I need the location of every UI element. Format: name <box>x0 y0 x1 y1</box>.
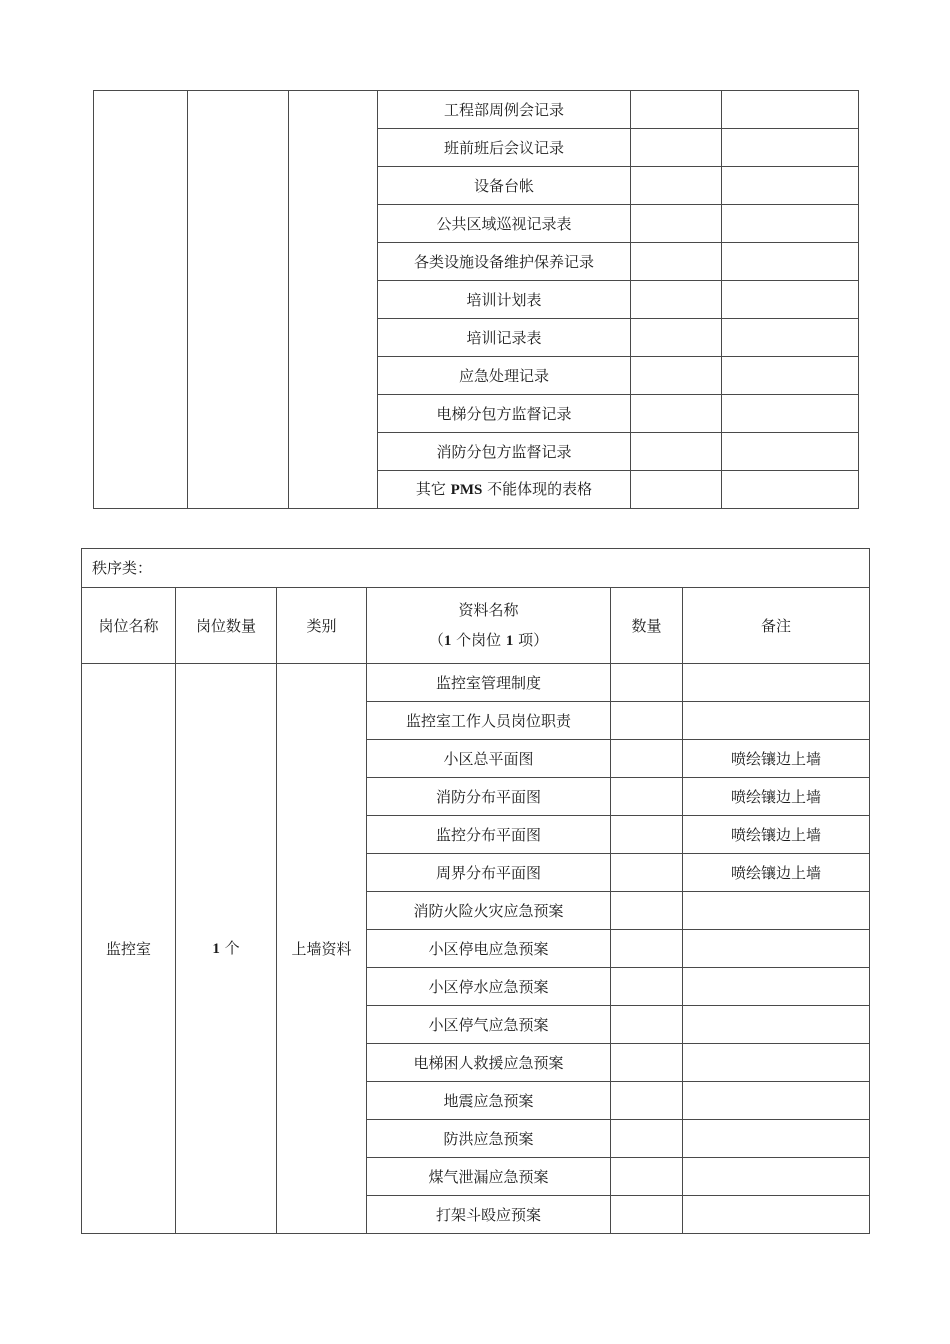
doc-name-cell: 各类设施设备维护保养记录 <box>378 243 631 281</box>
quantity-cell <box>631 243 722 281</box>
doc-name-cell: 小区停电应急预案 <box>367 930 611 968</box>
header-remark: 备注 <box>683 588 870 664</box>
quantity-cell <box>611 930 683 968</box>
remark-cell: 喷绘镶边上墙 <box>683 740 870 778</box>
quantity-cell <box>631 357 722 395</box>
doc-name-cell: 培训计划表 <box>378 281 631 319</box>
remark-cell <box>722 471 859 509</box>
remark-cell <box>722 243 859 281</box>
remark-cell <box>683 1120 870 1158</box>
quantity-cell <box>631 471 722 509</box>
quantity-cell <box>611 778 683 816</box>
header-doc-name-line2: （1 个岗位 1 项） <box>428 631 549 649</box>
remark-cell <box>722 281 859 319</box>
quantity-cell <box>611 1006 683 1044</box>
quantity-cell <box>631 129 722 167</box>
header-row <box>82 588 870 664</box>
remark-cell <box>722 129 859 167</box>
doc-name-cell: 打架斗殴应预案 <box>367 1196 611 1234</box>
category-cell <box>289 91 378 509</box>
remark-cell <box>722 91 859 129</box>
header-quantity: 数量 <box>611 588 683 664</box>
quantity-cell <box>611 664 683 702</box>
quantity-cell <box>611 1082 683 1120</box>
remark-cell <box>683 1044 870 1082</box>
quantity-cell <box>631 91 722 129</box>
doc-name-cell: 防洪应急预案 <box>367 1120 611 1158</box>
remark-cell <box>722 357 859 395</box>
remark-cell <box>683 892 870 930</box>
doc-name-cell: 其它 PMS 不能体现的表格 <box>378 471 631 509</box>
doc-name-cell: 消防分包方监督记录 <box>378 433 631 471</box>
post-name-cell: 监控室 <box>82 664 176 1234</box>
doc-name-cell: 监控室工作人员岗位职责 <box>367 702 611 740</box>
doc-name-cell: 消防火险火灾应急预案 <box>367 892 611 930</box>
remark-cell <box>683 1158 870 1196</box>
doc-name-cell: 设备台帐 <box>378 167 631 205</box>
post-count-cell: 1 个 <box>176 664 277 1234</box>
table-row <box>94 91 859 129</box>
category-cell: 上墙资料 <box>277 664 367 1234</box>
quantity-cell <box>611 1044 683 1082</box>
doc-name-cell: 地震应急预案 <box>367 1082 611 1120</box>
post-name-cell <box>94 91 188 509</box>
remark-cell <box>683 702 870 740</box>
remark-cell <box>722 167 859 205</box>
quantity-cell <box>631 205 722 243</box>
remark-cell <box>683 1006 870 1044</box>
doc-name-cell: 周界分布平面图 <box>367 854 611 892</box>
quantity-cell <box>611 892 683 930</box>
doc-name-cell: 工程部周例会记录 <box>378 91 631 129</box>
remark-cell <box>683 968 870 1006</box>
quantity-cell <box>631 395 722 433</box>
doc-name-cell: 消防分布平面图 <box>367 778 611 816</box>
quantity-cell <box>611 816 683 854</box>
remark-cell <box>683 1082 870 1120</box>
post-count-cell <box>188 91 289 509</box>
doc-name-cell: 班前班后会议记录 <box>378 129 631 167</box>
doc-name-cell: 公共区域巡视记录表 <box>378 205 631 243</box>
remark-cell <box>683 664 870 702</box>
quantity-cell <box>611 702 683 740</box>
remark-cell <box>722 319 859 357</box>
header-doc-name <box>367 588 611 664</box>
table-row <box>82 664 870 702</box>
header-post-name: 岗位名称 <box>82 588 176 664</box>
quantity-cell <box>611 1120 683 1158</box>
remark-cell <box>722 205 859 243</box>
remark-cell <box>683 930 870 968</box>
doc-name-cell: 小区停气应急预案 <box>367 1006 611 1044</box>
section-title: 秩序类： <box>82 549 870 588</box>
section-title-row <box>82 549 870 588</box>
doc-name-cell: 应急处理记录 <box>378 357 631 395</box>
remark-cell: 喷绘镶边上墙 <box>683 816 870 854</box>
remark-cell <box>722 395 859 433</box>
doc-name-cell: 电梯困人救援应急预案 <box>367 1044 611 1082</box>
quantity-cell <box>611 1158 683 1196</box>
header-post-count: 岗位数量 <box>176 588 277 664</box>
doc-name-cell: 小区总平面图 <box>367 740 611 778</box>
header-category: 类别 <box>277 588 367 664</box>
doc-name-cell: 煤气泄漏应急预案 <box>367 1158 611 1196</box>
quantity-cell <box>611 854 683 892</box>
remark-cell <box>683 1196 870 1234</box>
doc-name-cell: 培训记录表 <box>378 319 631 357</box>
header-doc-name-line1: 资料名称 <box>458 601 519 619</box>
quantity-cell <box>611 740 683 778</box>
order-category-table <box>81 548 870 1234</box>
remark-cell: 喷绘镶边上墙 <box>683 778 870 816</box>
quantity-cell <box>631 319 722 357</box>
remark-cell: 喷绘镶边上墙 <box>683 854 870 892</box>
doc-name-cell: 电梯分包方监督记录 <box>378 395 631 433</box>
quantity-cell <box>611 968 683 1006</box>
doc-name-cell: 小区停水应急预案 <box>367 968 611 1006</box>
doc-name-cell: 监控分布平面图 <box>367 816 611 854</box>
quantity-cell <box>631 167 722 205</box>
quantity-cell <box>611 1196 683 1234</box>
quantity-cell <box>631 433 722 471</box>
remark-cell <box>722 433 859 471</box>
doc-name-cell: 监控室管理制度 <box>367 664 611 702</box>
continuation-table <box>93 90 859 509</box>
quantity-cell <box>631 281 722 319</box>
